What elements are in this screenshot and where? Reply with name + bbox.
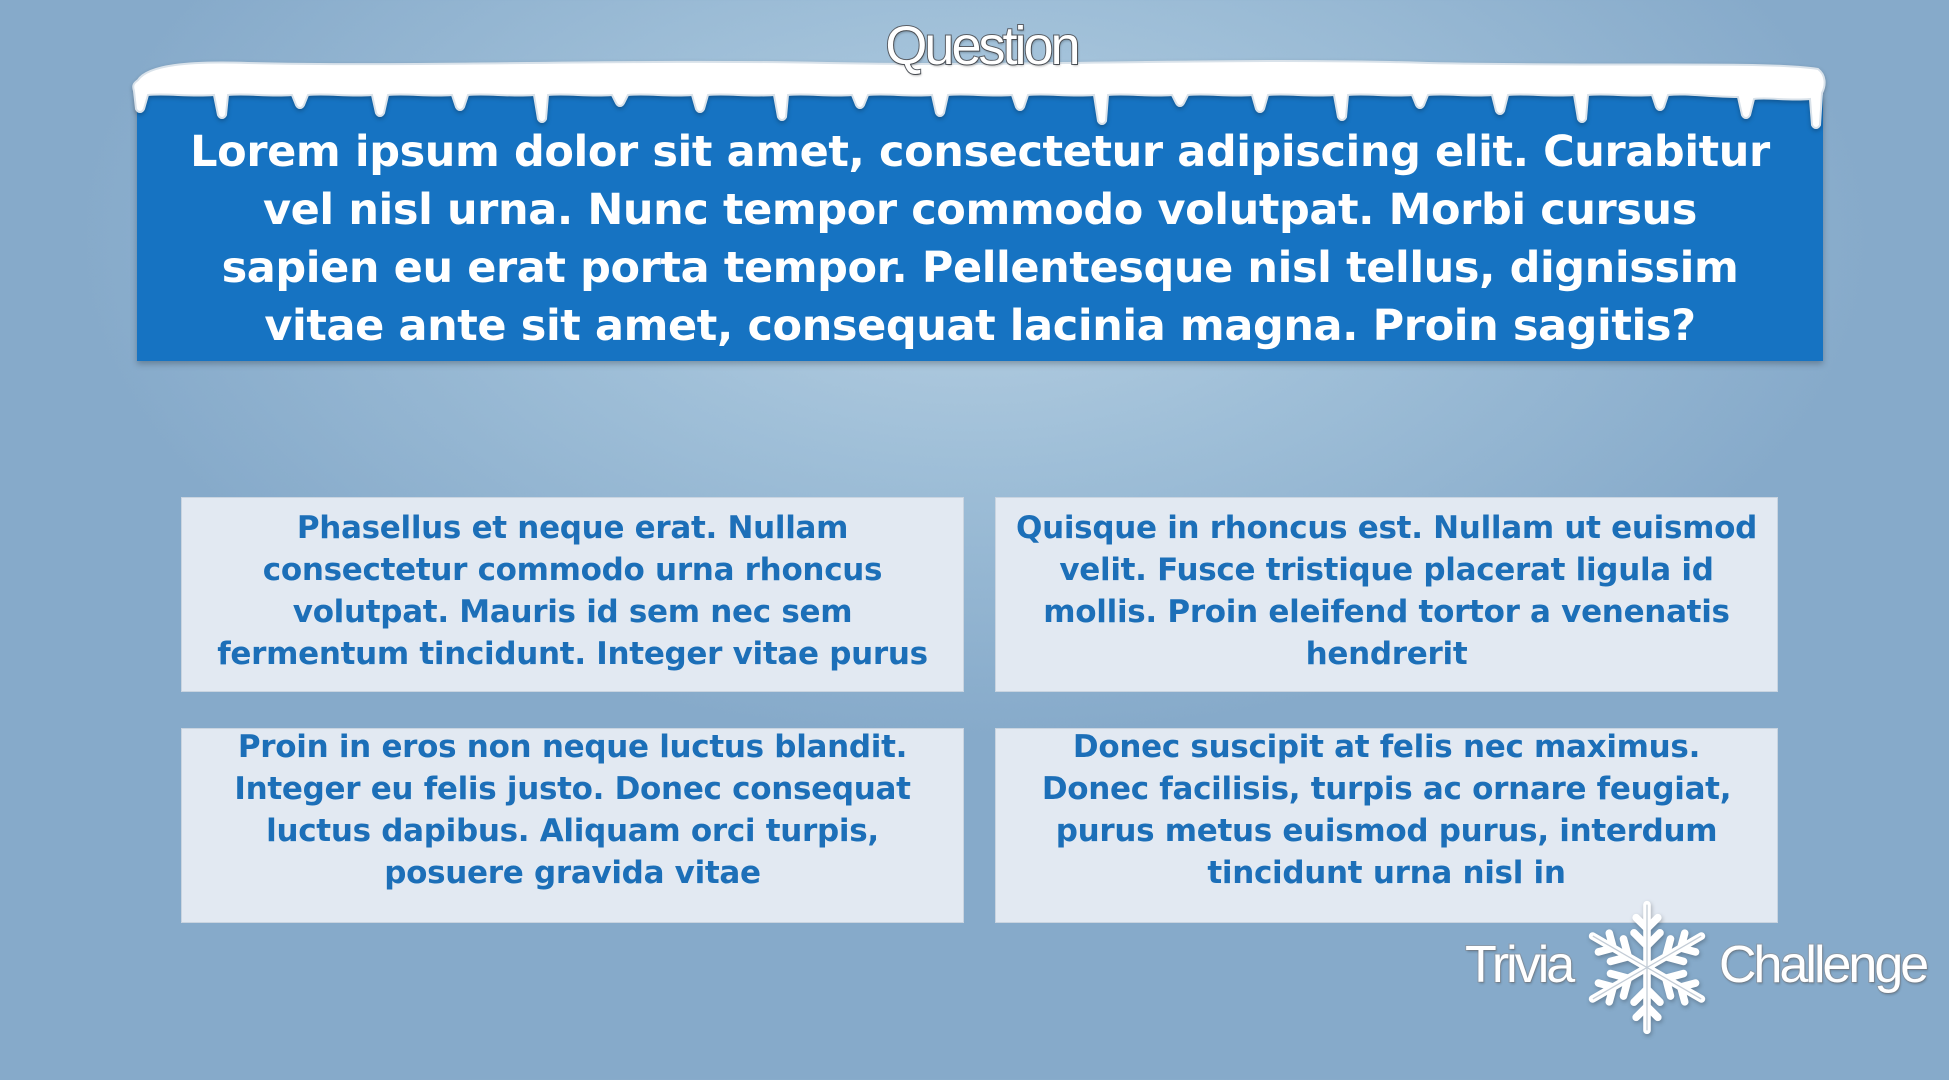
answer-option-1[interactable] <box>181 497 964 692</box>
logo-word-trivia: Trivia <box>1465 936 1573 994</box>
question-text: Lorem ipsum dolor sit amet, consectetur adipiscing elit. Curabitur vel nisl urna. Nunc tempor commodo volutpat. Morbi cursus sapien eu erat porta tempor. Pellentesque nisl tellus, dignissim vitae ante sit amet, consequat lacinia magna. Proin sagitis? <box>190 127 1770 351</box>
snowflake-icon <box>1582 895 1712 1040</box>
answer-option-4[interactable] <box>995 728 1778 923</box>
answer-option-4-text: Donec suscipit at felis nec maximus. Donec facilisis, turpis ac ornare feugiat, purus metus euismod purus, interdum tincidunt urna nisl in <box>1041 728 1732 891</box>
answer-option-2[interactable] <box>995 497 1778 692</box>
answer-option-2-text: Quisque in rhoncus est. Nullam ut euismod velit. Fusce tristique placerat ligula id mollis. Proin eleifend tortor a venenatis hendrerit <box>1016 509 1757 672</box>
logo-word-challenge: Challenge <box>1719 936 1927 994</box>
answer-option-3[interactable] <box>181 728 964 923</box>
answer-option-1-text: Phasellus et neque erat. Nullam consectetur commodo urna rhoncus volutpat. Mauris id sem nec sem fermentum tincidunt. Integer vitae purus <box>217 509 928 672</box>
answer-option-3-text: Proin in eros non neque luctus blandit. Integer eu felis justo. Donec consequat luctus dapibus. Aliquam orci turpis, posuere gravida vitae <box>234 728 911 891</box>
question-title: Question <box>885 16 1078 76</box>
